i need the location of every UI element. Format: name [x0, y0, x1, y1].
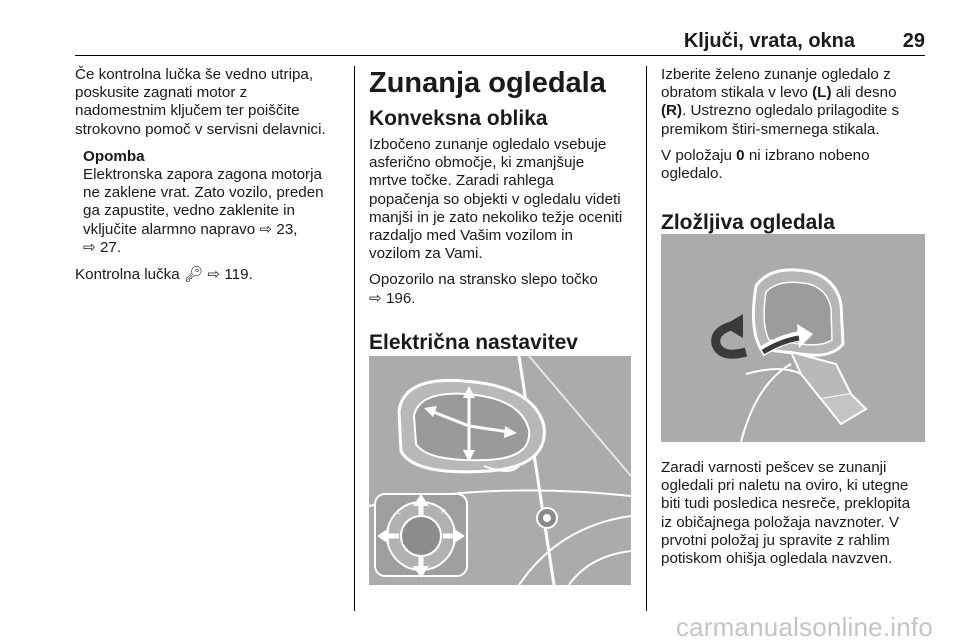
switch-mark-l: L: [397, 508, 401, 516]
column-3-lower: [661, 459, 926, 568]
column-divider-2: [646, 66, 647, 611]
paragraph-position-zero: [661, 147, 926, 183]
line: Elektronska zapora zagona motorja: [83, 166, 322, 184]
figure-folding-mirror: [661, 234, 925, 442]
note-title: Opomba: [83, 147, 145, 165]
text-run: obratom stikala v levo: [661, 84, 813, 102]
text-run: premikom štiri-smernega stikala.: [661, 120, 880, 138]
text-run: . Ustrezno ogledalo prilagodite s: [682, 102, 900, 120]
line: asferično območje, ki zmanjšuje: [369, 154, 585, 172]
paragraph-pedestrian-safety: [661, 459, 926, 568]
paragraph-warning-light: [75, 66, 345, 139]
label-left: (L): [812, 84, 832, 102]
subsection-heading-convex: Konveksna oblika: [369, 107, 548, 130]
text-run: Izberite želeno zunanje ogledalo z: [661, 66, 891, 83]
paragraph-convex: [369, 136, 639, 263]
line: ogledali pri naletu na oviro, ki utegne: [661, 477, 909, 495]
line: ⇨ 27.: [83, 238, 122, 256]
line: Izbočeno zunanje ogledalo vsebuje: [369, 136, 607, 153]
line: Če kontrolna lučka še vedno utripa,: [75, 66, 314, 83]
subsection-heading-electric: Električna nastavitev: [369, 330, 578, 354]
header-rule: [75, 55, 925, 56]
column-3: [661, 66, 926, 236]
figure-electric-adjustment: [369, 356, 631, 585]
column-divider-1: [354, 66, 355, 611]
line: ga zapustite, vedno zaklenite in: [83, 202, 295, 220]
text-run: ni izbrano nobeno: [744, 146, 870, 164]
line: razdaljo med Vašim vozilom in: [369, 227, 573, 245]
line: potiskom ohišja ogledala navzven.: [661, 550, 893, 568]
line: Opozorilo na stransko slepo točko: [369, 271, 598, 289]
line: manjši in je zato nekoliko težje oceniti: [369, 208, 623, 226]
paragraph-indicator-reference: Kontrolna lučka 🔑︎ ⇨ 119.: [75, 266, 253, 284]
label-right: (R): [661, 102, 683, 120]
subsection-heading-folding: Zložljiva ogledala: [661, 211, 835, 235]
header-title: Ključi, vrata, okna: [683, 30, 855, 52]
page-number: 29: [902, 30, 925, 52]
line: prvotni položaj ju spravite z rahlim: [661, 531, 890, 549]
note-text: [83, 166, 345, 257]
line: mrtve točke. Zaradi rahlega: [369, 172, 554, 190]
switch-mark-r: R: [441, 508, 446, 516]
line: poskusite zagnati motor z: [75, 84, 248, 102]
line: vozilom za Vami.: [369, 245, 483, 263]
line: iz običajnega položaja navznoter. V: [661, 513, 900, 531]
text-run: V položaju: [661, 146, 737, 164]
paragraph-blind-spot: [369, 271, 639, 307]
line: ⇨ 196.: [369, 289, 416, 307]
column-1: [75, 66, 345, 284]
column-2: [369, 66, 639, 356]
text-run: ogledalo.: [661, 165, 723, 183]
note-block: [83, 148, 345, 257]
folding-mirror-illustration: [661, 234, 925, 442]
text-run: ali desno: [831, 84, 897, 102]
mirror-switch-illustration: [369, 356, 631, 585]
paragraph-select-mirror: [661, 66, 926, 139]
line: nadomestnim ključem ter poiščite: [75, 102, 300, 120]
watermark: carmanualsonline.info: [675, 612, 933, 642]
line: Zaradi varnosti pešcev se zunanji: [661, 459, 887, 476]
section-heading: Zunanja ogledala: [369, 67, 606, 99]
line: ne zaklene vrat. Zato vozilo, preden: [83, 184, 324, 202]
line: popačenja so objekti v ogledalu videti: [369, 190, 621, 208]
label-zero: 0: [736, 146, 745, 164]
line: strokovno pomoč v servisni delavnici.: [75, 120, 326, 138]
line: biti tudi posledica nesreče, preklopita: [661, 495, 911, 513]
line: vključite alarmno napravo ⇨ 23,: [83, 220, 298, 238]
